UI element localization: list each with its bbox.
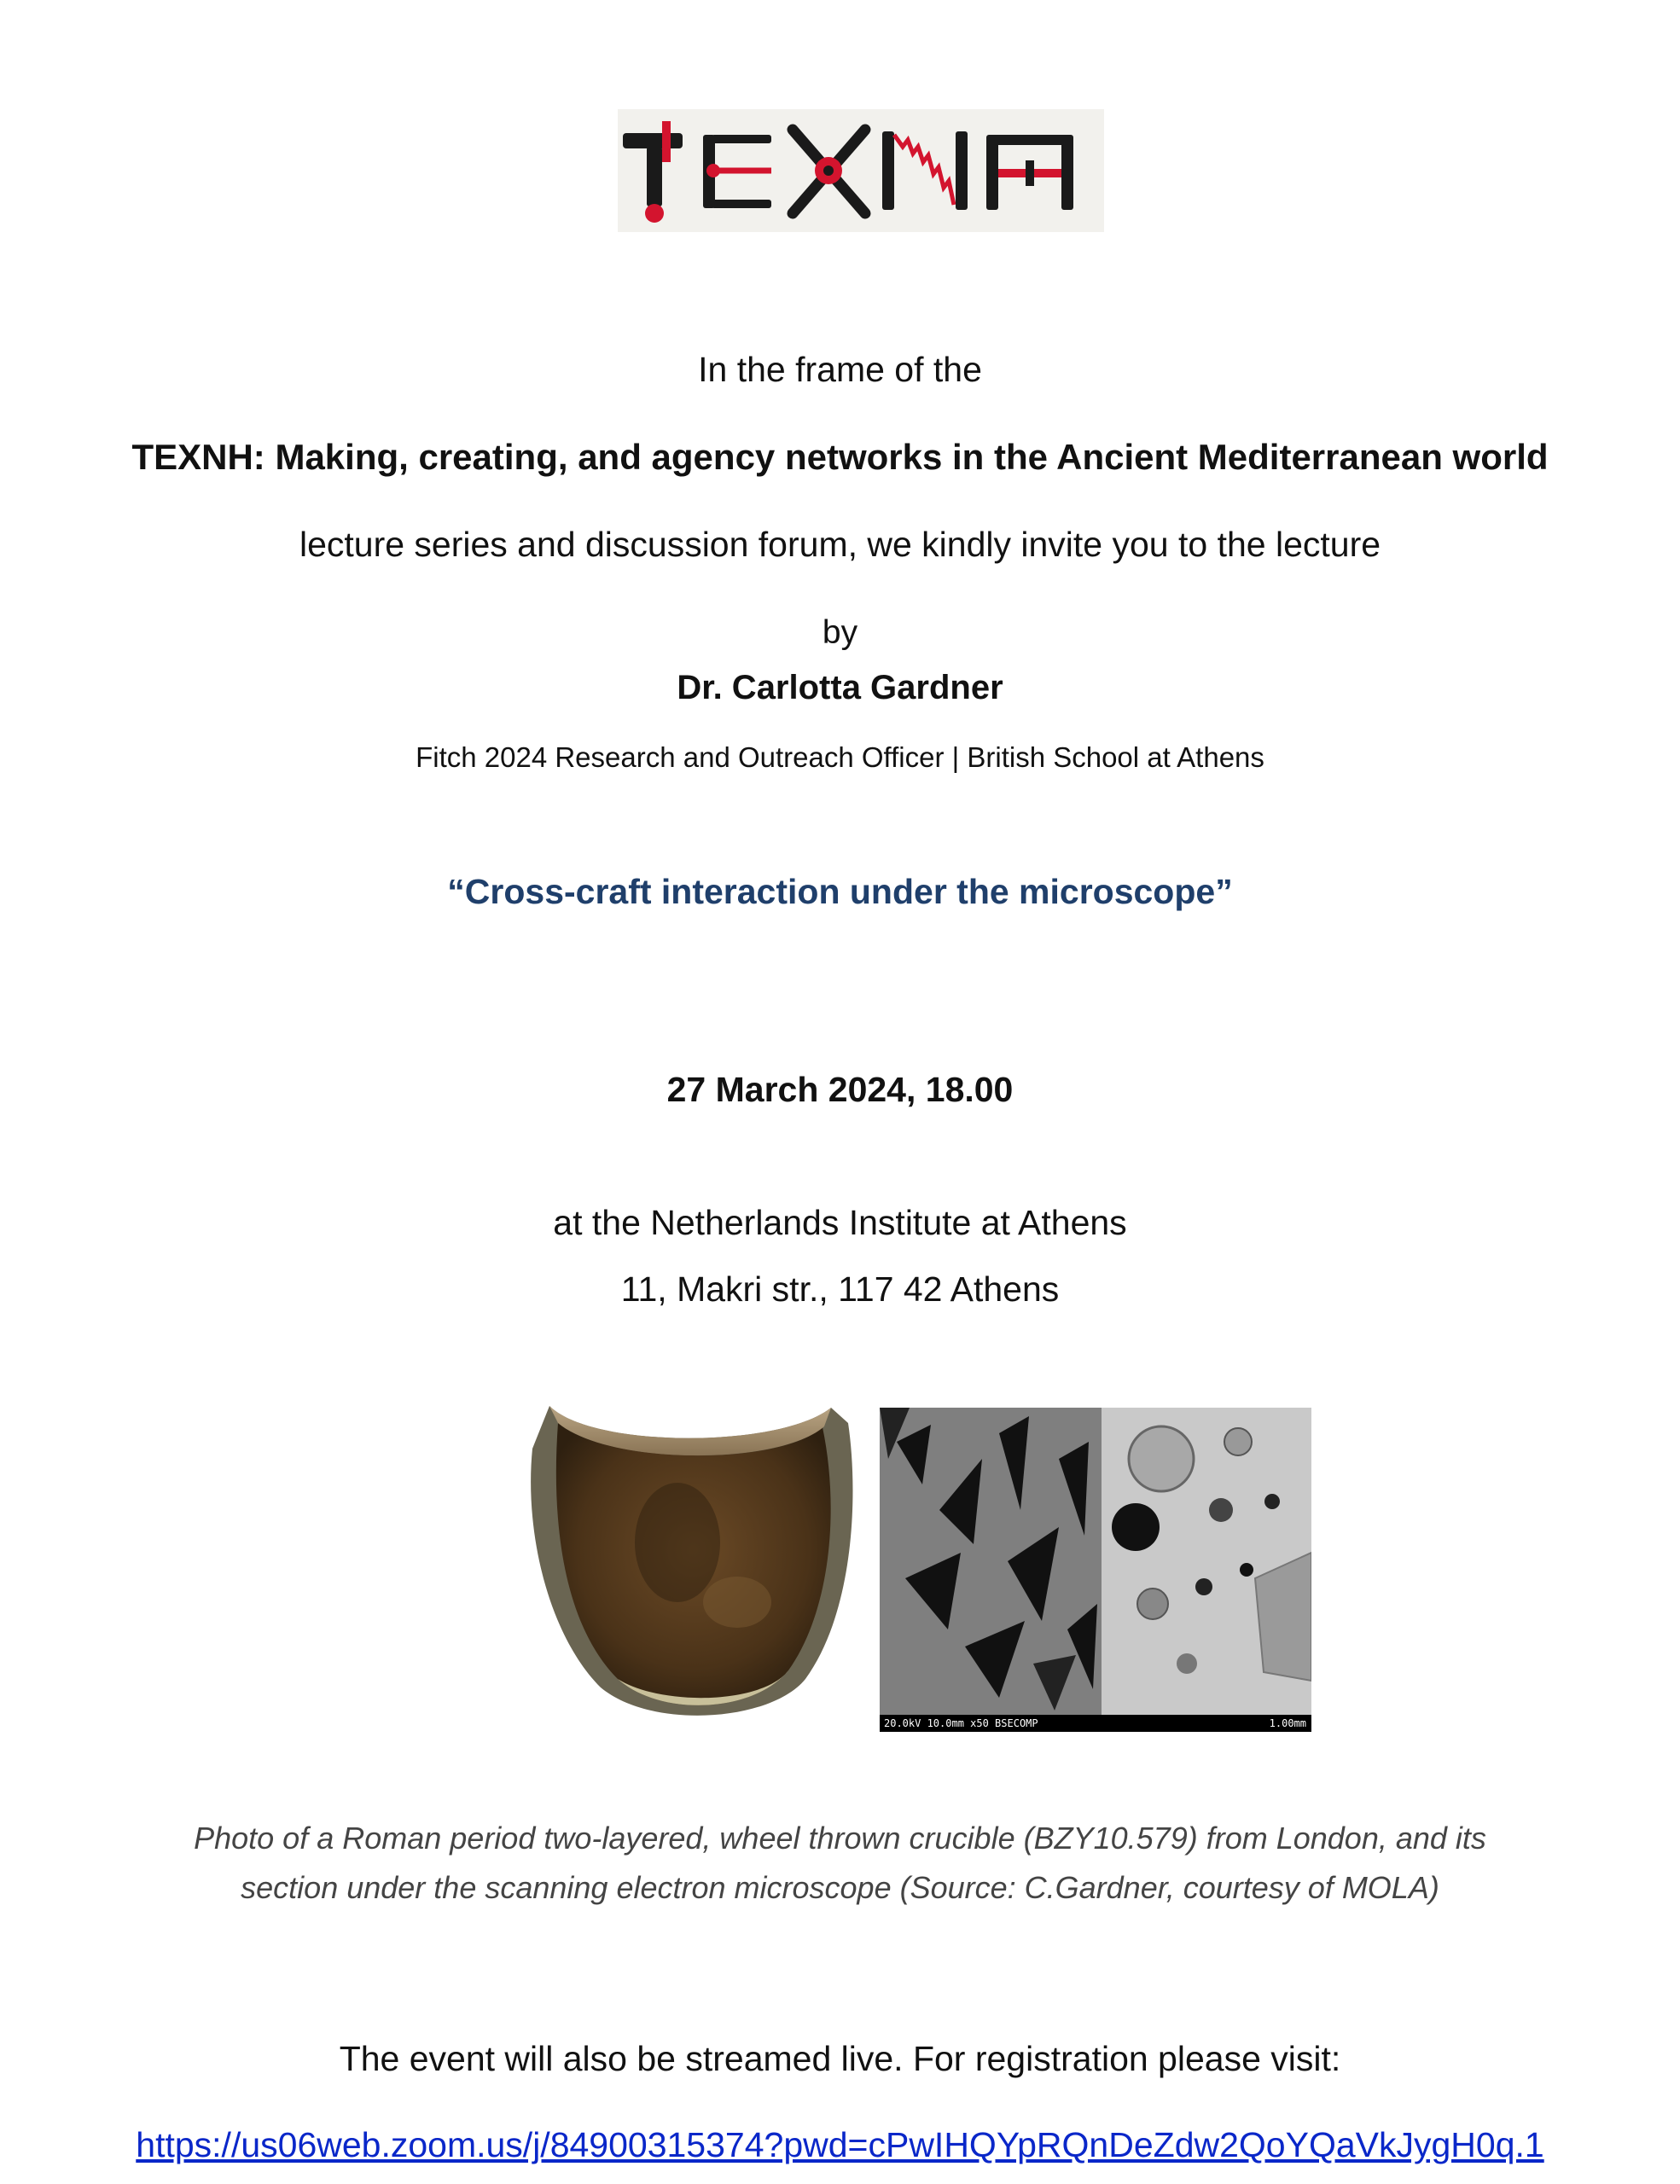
texnh-tools-logo-icon [618,109,1104,232]
sem-info-bar [880,1715,1311,1732]
sem-texture-icon [880,1408,1311,1715]
speaker-name: Dr. Carlotta Gardner [677,669,1003,706]
event-datetime: 27 March 2024, 18.00 [666,1070,1014,1109]
speaker-affiliation: Fitch 2024 Research and Outreach Officer | British School at Athens [416,741,1264,773]
event-venue: at the Netherlands Institute at Athens [553,1203,1127,1242]
crucible-photo [524,1389,861,1730]
figure-caption-line1: Photo of a Roman period two-layered, wheel thrown crucible (BZY10.579) from London, and its [194,1821,1486,1856]
invite-text: lecture series and discussion forum, we kindly invite you to the lecture [299,525,1381,564]
figure-caption-line2: section under the scanning electron microscope (Source: C.Gardner, courtesy of MOLA) [241,1870,1439,1905]
series-title: TEXNH: Making, creating, and agency networks in the Ancient Mediterranean world [131,437,1549,477]
event-address: 11, Makri str., 117 42 Athens [620,1269,1060,1309]
crucible-image-icon [524,1389,861,1730]
registration-link[interactable]: https://us06web.zoom.us/j/84900315374?pwd=cPwIHQYpRQnDeZdw2QoYQaVkJygH0q.1 [136,2125,1544,2164]
by-text: by [822,614,858,651]
texnh-logo [618,109,1104,232]
sem-scale-label: 1.00mm [1269,1717,1306,1729]
stream-notice: The event will also be streamed live. For registration please visit: [339,2039,1341,2078]
sem-micrograph [880,1408,1311,1732]
intro-text: In the frame of the [698,350,982,389]
sem-settings-label: 20.0kV 10.0mm x50 BSECOMP [884,1717,1038,1729]
lecture-title: “Cross-craft interaction under the microscope” [447,872,1233,911]
